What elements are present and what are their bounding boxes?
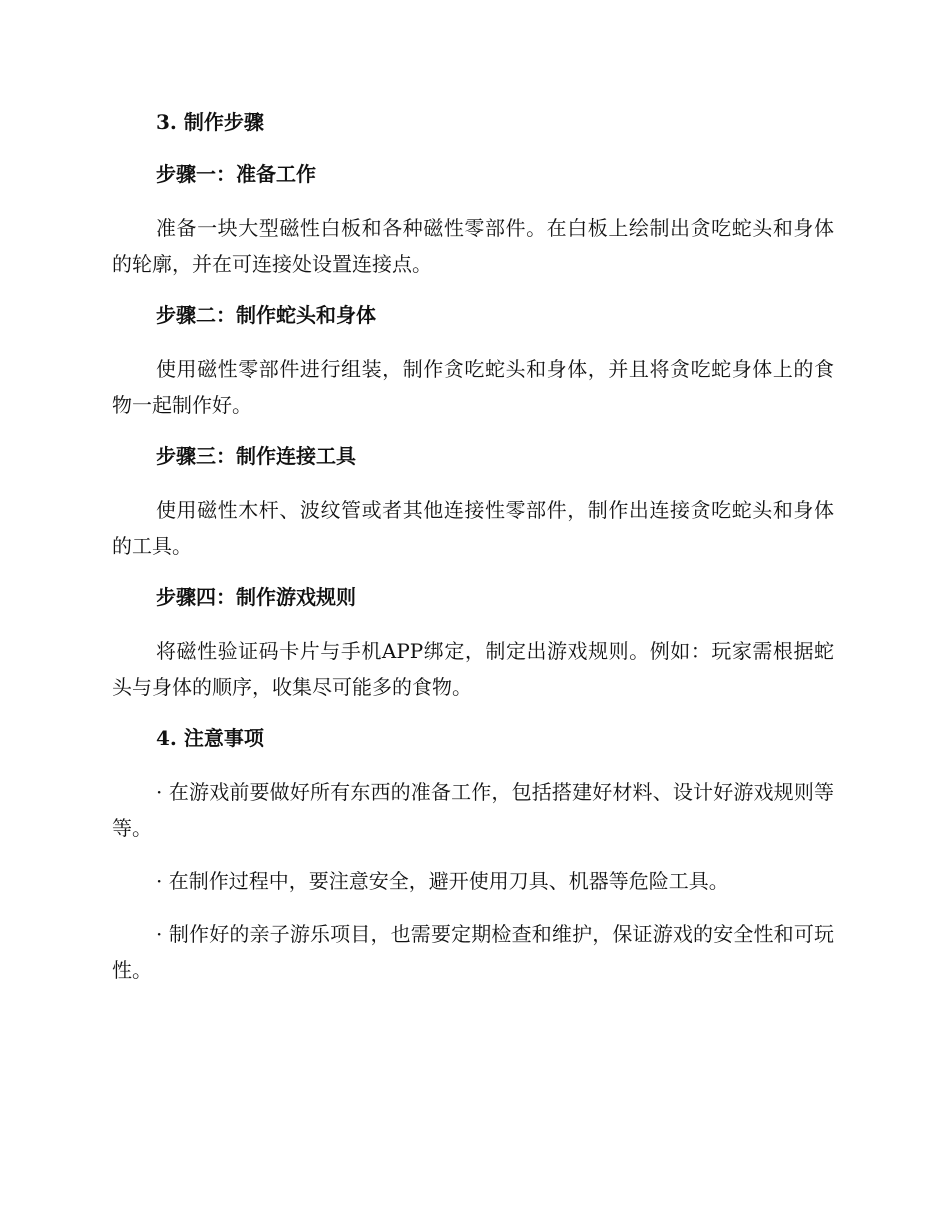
step-1-heading: 步骤一：准备工作 <box>156 162 316 186</box>
step-3-heading: 步骤三：制作连接工具 <box>156 444 356 468</box>
section-3-heading: 3. 制作步骤 <box>156 110 264 134</box>
step-4-text: 将磁性验证码卡片与手机APP绑定，制定出游戏规则。例如：玩家需根据蛇头与身体的顺序，收集尽可能多的食物。 <box>112 639 834 699</box>
step-1-text: 准备一块大型磁性白板和各种磁性零部件。在白板上绘制出贪吃蛇头和身体的轮廓，并在可连接处设置连接点。 <box>112 216 834 276</box>
note-item-2: · 在制作过程中，要注意安全，避开使用刀具、机器等危险工具。 <box>156 869 729 893</box>
step-2-heading: 步骤二：制作蛇头和身体 <box>156 303 376 327</box>
note-item-3: · 制作好的亲子游乐项目，也需要定期检查和维护，保证游戏的安全性和可玩性。 <box>112 922 834 982</box>
section-4-heading: 4. 注意事项 <box>156 726 264 750</box>
step-3-text: 使用磁性木杆、波纹管或者其他连接性零部件，制作出连接贪吃蛇头和身体的工具。 <box>112 498 834 558</box>
step-2-text: 使用磁性零部件进行组装，制作贪吃蛇头和身体，并且将贪吃蛇身体上的食物一起制作好。 <box>112 357 834 417</box>
document-content <box>112 106 834 1005</box>
note-item-1: · 在游戏前要做好所有东西的准备工作，包括搭建好材料、设计好游戏规则等等。 <box>112 780 834 840</box>
step-4-heading: 步骤四：制作游戏规则 <box>156 585 356 609</box>
